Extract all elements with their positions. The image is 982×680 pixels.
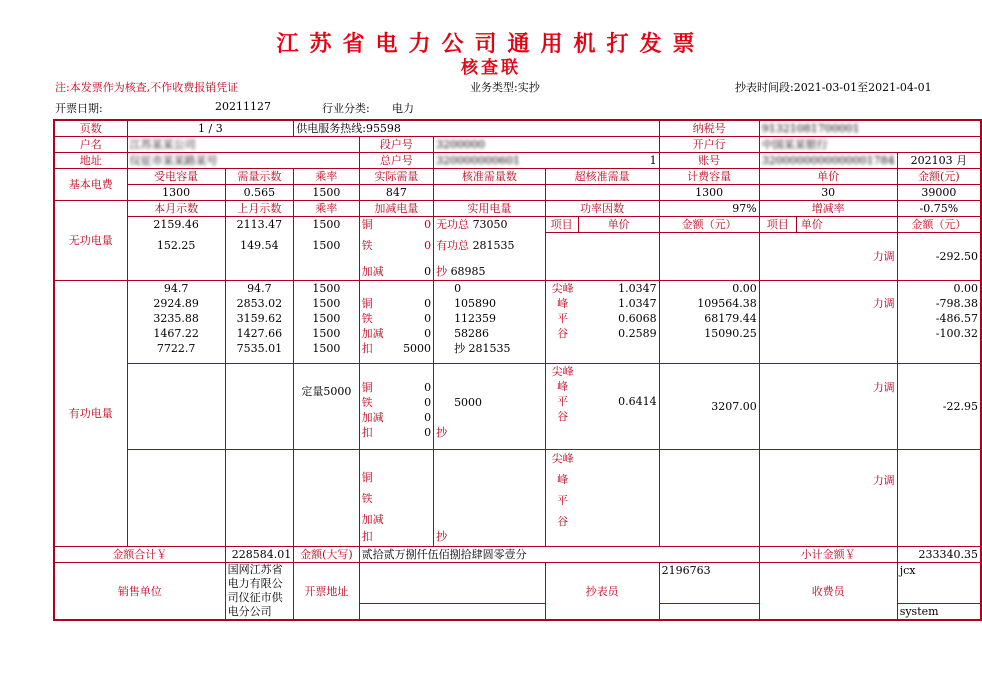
bank-value: 中国某某银行	[759, 137, 981, 153]
totals-row	[54, 547, 981, 563]
total-account-suffix: 1	[649, 154, 657, 167]
reactive-header: 上月示数	[225, 201, 294, 217]
force-adjust-amount: -292.50	[897, 233, 981, 281]
active-used-3: 抄	[434, 450, 546, 547]
account-number-value: 3200000	[434, 137, 660, 153]
issue-date-value: 20211127	[215, 100, 271, 113]
reactive-label: 无功电量	[54, 201, 127, 281]
active-period-3: 尖峰 峰 平 谷	[545, 450, 659, 547]
seller-value: 国网江苏省电力有限公司仪征市供电分公司	[225, 563, 294, 621]
meter-reader-extra	[659, 603, 759, 620]
subtotal-value: 233340.35	[897, 547, 981, 563]
active-force-label-3: 力调	[759, 450, 897, 547]
page-label: 页数	[54, 120, 127, 137]
basic-header: 需量示数	[225, 169, 294, 185]
basic-value: 847	[359, 185, 433, 201]
tax-number-value: 91321081700001	[759, 120, 981, 137]
reactive-rate: 1500 1500	[294, 217, 359, 281]
active-adjust: 铜 0 铁 0 加减 0 扣 5000	[359, 281, 433, 364]
active-current: 94.7 2924.89 3235.88 1467.22 7722.7	[127, 281, 225, 364]
reactive-header: 本月示数	[127, 201, 225, 217]
collector-value-1: jcx	[897, 563, 981, 604]
change-rate-label: 增减率	[759, 201, 897, 217]
service-hotline: 供电服务热线:95598	[294, 120, 659, 137]
reactive-current: 2159.46 152.25	[127, 217, 225, 281]
change-rate-value: -0.75%	[897, 201, 981, 217]
reactive-header: 乘率	[294, 201, 359, 217]
industry-label: 行业分类:	[322, 102, 370, 115]
active-amount-2: 3207.00	[659, 364, 759, 450]
active-amount: 0.00 109564.38 68179.44 15090.25	[659, 281, 759, 364]
reactive-subheader-2: 金额（元）	[659, 217, 759, 233]
tax-number-label: 纳税号	[659, 120, 759, 137]
seller-label: 销售单位	[54, 563, 225, 621]
empty-cell	[659, 233, 759, 281]
reactive-subheader-3: 项目 单价	[759, 217, 897, 233]
empty-cell	[225, 364, 294, 450]
reactive-adjust: 铜 0 铁 0 加减 0	[359, 217, 433, 281]
collector-label: 收费员	[759, 563, 897, 621]
basic-header: 乘率	[294, 169, 359, 185]
info-row-3	[54, 153, 981, 169]
active-block-1	[54, 281, 981, 364]
customer-name-label: 户名	[54, 137, 127, 153]
active-rate: 1500 1500 1500 1500 1500	[294, 281, 359, 364]
basic-header: 超核准需量	[545, 169, 659, 185]
active-previous: 94.7 2853.02 3159.62 1427.66 7535.01	[225, 281, 294, 364]
meter-reader-value: 2196763	[659, 563, 759, 604]
reactive-header: 实用电量	[434, 201, 546, 217]
business-type	[470, 79, 540, 95]
invoice-table	[53, 119, 982, 621]
active-force-amount-2: -22.95	[897, 364, 981, 450]
basic-header: 实际需量	[359, 169, 433, 185]
basic-header: 金额(元)	[897, 169, 981, 185]
account-number-label: 段户号	[359, 137, 433, 153]
address-label: 地址	[54, 153, 127, 169]
basic-value: 30	[759, 185, 897, 201]
active-block-2	[54, 364, 981, 450]
invoice-address-extra	[359, 603, 545, 620]
amount-upper-label: 金额(大写)	[294, 547, 359, 563]
industry-value: 电力	[392, 102, 414, 115]
meter-reader-label: 抄表员	[545, 563, 659, 621]
active-adjust-2: 铜 0 铁 0 加减 0 扣 0	[359, 364, 433, 450]
reactive-subheader-1: 项目 单价	[545, 217, 659, 233]
info-row-1	[54, 120, 981, 137]
active-force-label: 力调	[759, 281, 897, 364]
sum-value: 228584.01	[225, 547, 294, 563]
force-adjust-label: 力调	[759, 233, 897, 281]
bank-account-label: 账号	[659, 153, 759, 169]
reactive-header: 功率因数	[545, 201, 659, 217]
empty-cell	[897, 450, 981, 547]
reactive-header-row	[54, 201, 981, 217]
basic-value: 1300	[127, 185, 225, 201]
basic-value: 39000	[897, 185, 981, 201]
amount-upper-value: 贰拾贰万捌仟伍佰捌拾肆圆零壹分	[359, 547, 759, 563]
empty-cell	[225, 450, 294, 547]
basic-value: 1500	[294, 185, 359, 201]
basic-header: 计费容量	[659, 169, 759, 185]
basic-value: 0.565	[225, 185, 294, 201]
basic-value	[434, 185, 546, 201]
reactive-used: 无功总 73050 有功总 281535 抄 68985	[434, 217, 546, 281]
invoice-address-label: 开票地址	[294, 563, 359, 621]
active-adjust-3: 铜 铁 加减 扣	[359, 450, 433, 547]
basic-header: 核准需量数	[434, 169, 546, 185]
empty-cell	[127, 450, 225, 547]
customer-name-value: 江苏某某公司	[127, 137, 359, 153]
collector-value-2: system	[897, 603, 981, 620]
basic-header: 受电容量	[127, 169, 225, 185]
total-account-value: 320000000601 1	[434, 153, 660, 169]
footer-row	[54, 563, 981, 604]
info-row-2	[54, 137, 981, 153]
billing-month: 202103 月	[897, 153, 981, 169]
reactive-data-row	[54, 217, 981, 233]
page-value: 1 / 3	[127, 120, 294, 137]
active-period-price: 尖峰 1.0347 峰 1.0347 平 0.6068 谷 0.2589	[545, 281, 659, 364]
basic-fee-header-row	[54, 169, 981, 185]
empty-cell	[659, 450, 759, 547]
business-type-value: 实抄	[517, 81, 540, 94]
fixed-amount: 定量5000	[294, 364, 359, 450]
meter-period	[735, 79, 932, 95]
active-block-3	[54, 450, 981, 547]
issue-date-label: 开票日期:	[55, 102, 103, 115]
basic-fee-label: 基本电费	[54, 169, 127, 201]
notice-text: 注:本发票作为核查,不作收费报销凭证	[55, 81, 239, 94]
basic-value	[545, 185, 659, 201]
active-used: 0 105890 112359 58286 抄 281535	[434, 281, 546, 364]
basic-value: 1300	[659, 185, 759, 201]
reactive-subheader-4: 金额（元）	[897, 217, 981, 233]
meter-period-label: 抄表时间段:	[735, 81, 794, 94]
active-used-2: 5000 抄	[434, 364, 546, 450]
basic-fee-value-row	[54, 185, 981, 201]
bank-label: 开户行	[659, 137, 759, 153]
basic-header: 单价	[759, 169, 897, 185]
power-factor-value: 97%	[659, 201, 759, 217]
active-force-label-2: 力调	[759, 364, 897, 450]
invoice-address-value	[359, 563, 545, 604]
subtotal-label: 小计金额￥	[759, 547, 897, 563]
business-type-label: 业务类型:	[470, 81, 518, 94]
active-period-price-2: 尖峰 峰 平 0.6414 谷	[545, 364, 659, 450]
reactive-previous: 2113.47 149.54	[225, 217, 294, 281]
bank-account-value: 3200000000000001784	[759, 153, 897, 169]
total-account-label: 总户号	[359, 153, 433, 169]
reactive-header: 加减电量	[359, 201, 433, 217]
empty-cell	[127, 364, 225, 450]
address-value: 仪征市某某路某号	[127, 153, 359, 169]
active-label: 有功电量	[54, 281, 127, 547]
meter-period-value: 2021-03-01至2021-04-01	[793, 81, 932, 94]
invoice-title: 江苏省电力公司通用机打发票	[276, 31, 706, 57]
sum-label: 金额合计￥	[54, 547, 225, 563]
empty-cell	[294, 450, 359, 547]
active-force-amount: 0.00 -798.38 -486.57 -100.32	[897, 281, 981, 364]
empty-cell	[545, 233, 659, 281]
invoice-subtitle: 核查联	[461, 58, 521, 78]
